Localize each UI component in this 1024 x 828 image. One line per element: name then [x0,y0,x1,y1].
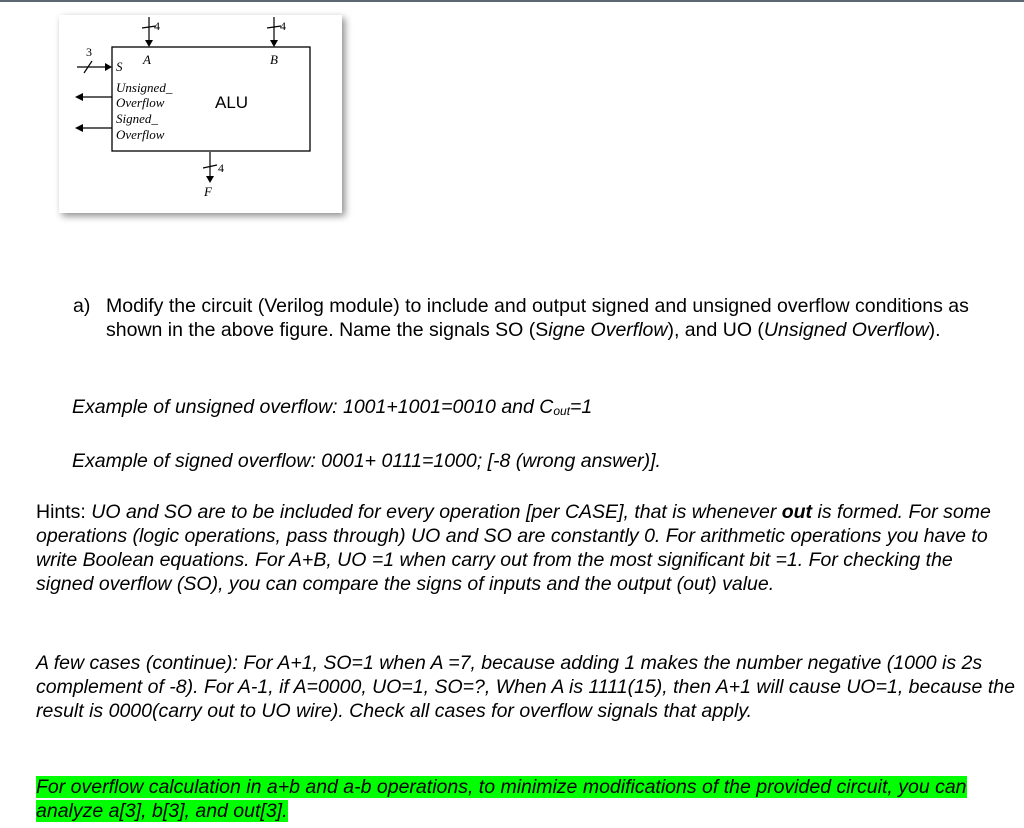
item-a-text-4: Unsigned Overflow [763,319,929,341]
item-a-text-2: igne Overflow [548,319,668,341]
item-a-text-1: Modify the circuit (Verilog module) to include and output signed and unsigned overflow conditions as shown in the above figure. Name the signals SO (S [106,295,969,341]
unsigned-overflow-label-2: Overflow [116,95,165,110]
signed-overflow-arrowhead [75,124,83,132]
input-b-width: 4 [280,19,286,33]
input-b-arrowhead [270,40,278,47]
signed-overflow-label-1: Signed_ [116,111,158,126]
hints-label: Hints: [36,501,86,523]
highlighted-note [36,775,996,823]
input-a-width: 4 [154,19,160,33]
output-f-label: F [204,184,212,199]
example-signed-overflow: Example of signed overflow: 0001+ 0111=1000; [-8 (wrong answer)]. [72,450,661,472]
select-arrowhead [105,63,112,71]
hints-paragraph [36,500,1011,596]
unsigned-overflow-label-1: Unsigned_ [116,80,173,95]
few-cases-paragraph: A few cases (continue): For A+1, SO=1 when A =7, because adding 1 makes the number negative (1000 is 2s complement of -8). For A-1, if A=0000, UO=1, SO=?, When A is 1111(15), then A+1 will cause UO=1, because the result is 0000(carry out to UO wire). Check all cases for overflow signals that apply. [36,652,1015,722]
example-unsigned-sub: out [553,404,571,418]
top-border-line [0,0,1024,2]
alu-figure [59,15,342,213]
highlighted-note-text: For overflow calculation in a+b and a-b operations, to minimize modifications of the provided circuit, you can analyze a[3], b[3], and out[3]. [36,776,967,822]
hints-text-1: UO and SO are to be included for every operation [per CASE], that is whenever [85,501,782,523]
input-b-label: B [270,52,278,67]
hints-text-2: is formed. For some operations (logic operations, pass through) UO and SO are constantly 0. For arithmetic operations you have to write Boolean equations. For A+B, UO =1 when carry out from the most significant bit =1. For checking the signed overflow (SO), you can compare the signs of inputs and the output (out) value. [36,501,991,595]
item-a-marker: a) [73,295,91,317]
example-unsigned-text: Example of unsigned overflow: 1001+1001=0010 and C [72,396,554,418]
input-a-label: A [143,52,151,67]
item-a-text-3: ), and UO ( [667,319,764,341]
select-width: 3 [86,45,92,59]
alu-diagram [59,15,342,213]
input-a-arrowhead [145,40,153,47]
alu-label: ALU [215,93,249,112]
unsigned-overflow-arrowhead [75,93,83,101]
example-unsigned-overflow [72,395,592,423]
hints-bold-out: out [781,501,813,523]
select-label: S [116,59,123,74]
signed-overflow-label-2: Overflow [116,127,165,142]
output-f-width: 4 [218,161,224,175]
item-a-paragraph [73,294,973,342]
output-f-arrowhead [206,176,214,183]
item-a-text [106,294,973,342]
item-a-text-5: ). [928,319,941,341]
example-unsigned-tail: =1 [570,396,593,418]
